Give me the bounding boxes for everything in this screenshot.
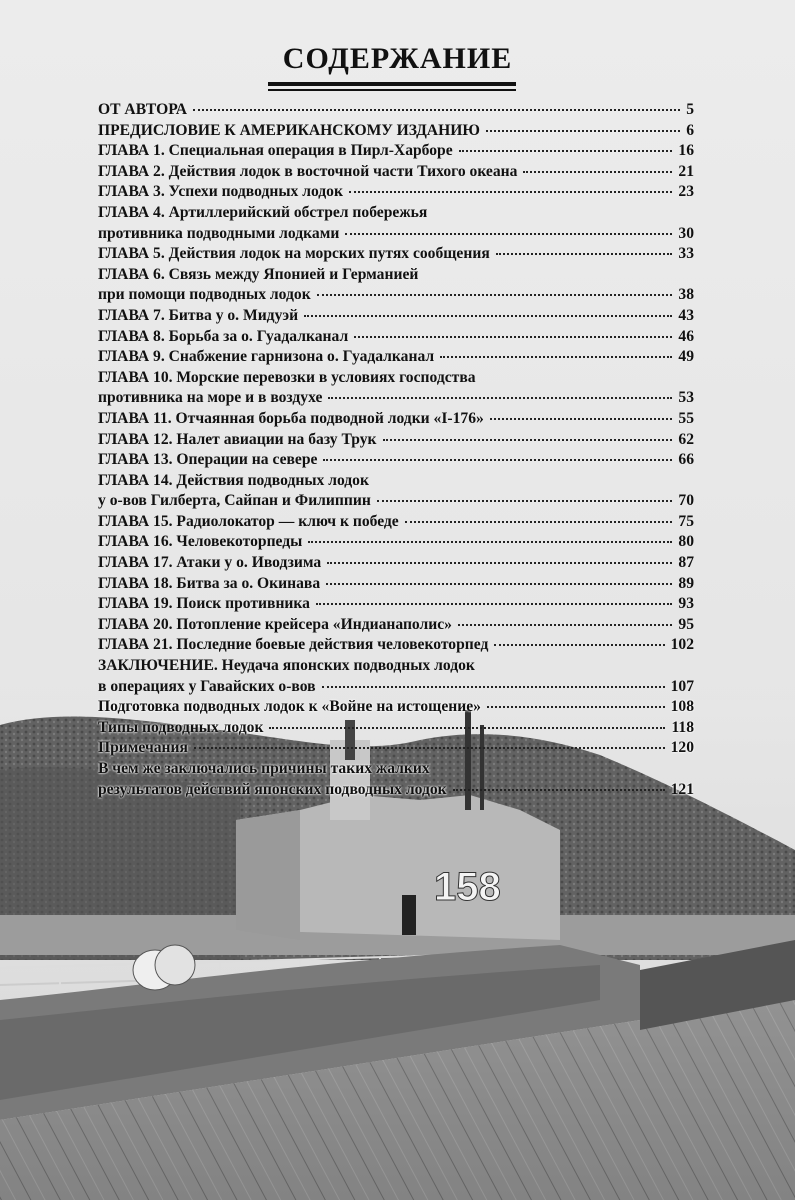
toc-entry-text: ГЛАВА 17. Атаки у о. Иводзима — [98, 554, 322, 572]
toc-entry[interactable] — [98, 141, 694, 162]
toc-entry[interactable] — [98, 471, 694, 512]
toc-entry-text: ЗАКЛЮЧЕНИЕ. Неудача японских подводных лодок — [98, 657, 475, 675]
toc-page-number: 5 — [686, 101, 694, 118]
toc-page-number: 55 — [678, 409, 694, 427]
toc-leader-dots — [354, 336, 672, 338]
toc-leader-dots — [453, 789, 665, 791]
toc-leader-dots — [322, 686, 665, 688]
toc-page-number: 49 — [678, 348, 694, 366]
toc-entry-text: результатов действий японских подводных лодок — [98, 780, 447, 798]
toc-entry[interactable] — [98, 327, 694, 348]
toc-leader-dots — [316, 603, 672, 605]
toc-entry-text: В чем же заключались причины таких жалких — [98, 760, 430, 777]
toc-entry[interactable] — [98, 430, 694, 451]
toc-entry[interactable] — [98, 100, 694, 121]
toc-leader-dots — [523, 171, 672, 173]
toc-entry[interactable] — [98, 203, 694, 244]
page-title: СОДЕРЖАНИЕ — [282, 42, 513, 75]
toc-page-number: 43 — [678, 306, 694, 324]
toc-page-number: 118 — [671, 718, 694, 736]
toc-entry[interactable] — [98, 306, 694, 327]
toc-entry[interactable] — [98, 738, 694, 759]
toc-entry-text: ГЛАВА 6. Связь между Японией и Германией — [98, 265, 419, 283]
toc-entry[interactable] — [98, 409, 694, 430]
toc-page-number: 38 — [678, 286, 694, 304]
toc-entry-text: ГЛАВА 20. Потопление крейсера «Индианаполис» — [98, 615, 452, 633]
toc-leader-dots — [486, 130, 680, 132]
toc-leader-dots — [383, 439, 673, 441]
toc-entry-text: ГЛАВА 1. Специальная операция в Пирл-Харборе — [98, 142, 453, 160]
toc-page-number: 53 — [678, 389, 694, 407]
toc-leader-dots — [496, 253, 673, 255]
toc-entry-text: ГЛАВА 19. Поиск противника — [98, 595, 310, 613]
toc-entry-text: ОТ АВТОРА — [98, 101, 188, 118]
toc-entry[interactable] — [98, 512, 694, 533]
toc-entry-text: в операциях у Гавайских о-вов — [98, 677, 316, 695]
toc-page-number: 16 — [678, 142, 694, 160]
toc-entry-text: ПРЕДИСЛОВИЕ К АМЕРИКАНСКОМУ ИЗДАНИЮ — [98, 121, 480, 139]
toc-entry[interactable] — [98, 615, 694, 636]
toc-page-number: 89 — [678, 574, 694, 592]
toc-page-number: 70 — [678, 492, 694, 510]
toc-leader-dots — [328, 397, 672, 399]
toc-page-number: 87 — [678, 554, 694, 572]
toc-entry-text: ГЛАВА 16. Человекоторпеды — [98, 533, 303, 551]
toc-entry[interactable] — [98, 162, 694, 183]
toc-entry[interactable] — [98, 532, 694, 553]
toc-page-number: 80 — [678, 533, 694, 551]
toc-page-number: 46 — [678, 327, 694, 345]
toc-entry-text: ГЛАВА 18. Битва за о. Окинава — [98, 574, 321, 592]
toc-entry[interactable] — [98, 759, 694, 800]
toc-leader-dots — [459, 150, 673, 152]
toc-page-number: 102 — [670, 636, 694, 654]
toc-leader-dots — [317, 294, 673, 296]
toc-leader-dots — [440, 356, 672, 358]
toc-leader-dots — [494, 644, 664, 646]
toc-page-number: 62 — [678, 430, 694, 448]
toc-page-number: 107 — [670, 677, 694, 695]
toc-page-number: 75 — [678, 512, 694, 530]
toc-entry-text: противника подводными лодками — [98, 224, 340, 242]
toc-entry-text: при помощи подводных лодок — [98, 286, 311, 304]
toc-entry-text: ГЛАВА 11. Отчаянная борьба подводной лодки «I-176» — [98, 409, 484, 427]
toc-entry-text: ГЛАВА 5. Действия лодок на морских путях сообщения — [98, 245, 490, 263]
table-of-contents — [98, 100, 694, 800]
toc-page-number: 33 — [678, 245, 694, 263]
toc-entry-text: ГЛАВА 15. Радиолокатор — ключ к победе — [98, 512, 399, 530]
toc-entry-text: ГЛАВА 12. Налет авиации на базу Трук — [98, 430, 377, 448]
toc-page-number: 6 — [686, 121, 694, 139]
toc-page-number: 120 — [670, 739, 694, 757]
toc-entry[interactable] — [98, 265, 694, 306]
toc-leader-dots — [193, 109, 680, 111]
toc-leader-dots — [487, 706, 665, 708]
toc-entry[interactable] — [98, 182, 694, 203]
toc-leader-dots — [349, 191, 672, 193]
toc-leader-dots — [194, 747, 665, 749]
toc-leader-dots — [345, 233, 672, 235]
toc-leader-dots — [269, 727, 665, 729]
toc-leader-dots — [377, 500, 673, 502]
toc-entry-text: ГЛАВА 2. Действия лодок в восточной части Тихого океана — [98, 162, 518, 180]
toc-entry[interactable] — [98, 450, 694, 471]
toc-page-number: 21 — [678, 162, 694, 180]
toc-entry[interactable] — [98, 656, 694, 697]
toc-entry[interactable] — [98, 574, 694, 595]
toc-entry-text: ГЛАВА 10. Морские перевозки в условиях господства — [98, 368, 476, 386]
toc-entry-text: ГЛАВА 14. Действия подводных лодок — [98, 471, 369, 489]
toc-leader-dots — [323, 459, 672, 461]
toc-entry-text: ГЛАВА 13. Операции на севере — [98, 451, 318, 469]
toc-entry[interactable] — [98, 244, 694, 265]
toc-entry-text: противника на море и в воздухе — [98, 389, 323, 407]
toc-entry[interactable] — [98, 697, 694, 718]
toc-entry-text: ГЛАВА 7. Битва у о. Мидуэй — [98, 306, 299, 324]
hull-number: 158 — [434, 865, 501, 909]
toc-leader-dots — [308, 541, 672, 543]
toc-leader-dots — [458, 624, 672, 626]
toc-entry[interactable] — [98, 635, 694, 656]
toc-entry-text: Примечания — [98, 739, 188, 757]
toc-leader-dots — [304, 315, 672, 317]
toc-entry-text: ГЛАВА 9. Снабжение гарнизона о. Гуадалканал — [98, 348, 435, 366]
toc-entry[interactable] — [98, 347, 694, 368]
toc-entry[interactable] — [98, 368, 694, 409]
toc-entry-text: ГЛАВА 4. Артиллерийский обстрел побережья — [98, 203, 428, 221]
toc-page-number: 95 — [678, 615, 694, 633]
toc-entry[interactable] — [98, 718, 694, 739]
toc-page-number: 30 — [678, 224, 694, 242]
toc-entry[interactable] — [98, 594, 694, 615]
toc-page-number: 108 — [670, 698, 694, 716]
toc-entry-text: ГЛАВА 21. Последние боевые действия человекоторпед — [98, 636, 489, 654]
toc-page-number: 66 — [678, 451, 694, 469]
toc-entry[interactable] — [98, 553, 694, 574]
toc-leader-dots — [405, 521, 673, 523]
toc-page-number: 93 — [678, 595, 694, 613]
toc-entry-text: у о-вов Гилберта, Сайпан и Филиппин — [98, 492, 371, 510]
toc-entry-text: ГЛАВА 8. Борьба за о. Гуадалканал — [98, 327, 349, 345]
toc-page-number: 121 — [670, 780, 694, 798]
toc-entry-text: ГЛАВА 3. Успехи подводных лодок — [98, 183, 343, 201]
toc-entry[interactable] — [98, 121, 694, 142]
toc-page-number: 23 — [678, 183, 694, 201]
toc-leader-dots — [326, 583, 672, 585]
toc-entry-text: Подготовка подводных лодок к «Войне на истощение» — [98, 698, 481, 716]
toc-leader-dots — [490, 418, 673, 420]
title-rule-thin — [268, 89, 516, 91]
title-rule-thick — [268, 82, 516, 86]
toc-leader-dots — [327, 562, 672, 564]
toc-entry-text: Типы подводных лодок — [98, 718, 264, 736]
